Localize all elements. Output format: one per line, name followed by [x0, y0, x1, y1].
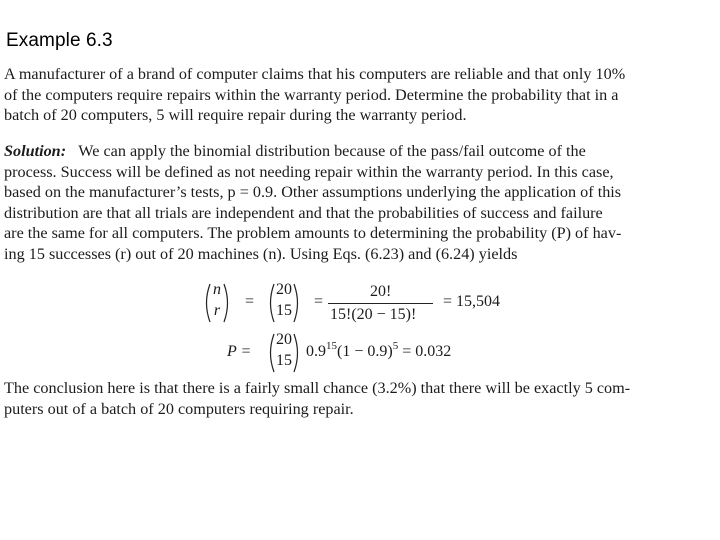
- example-title: Example 6.3: [6, 30, 113, 51]
- binom-top: 20: [276, 281, 292, 298]
- problem-statement: [4, 64, 712, 126]
- equals-sign: =: [245, 293, 255, 310]
- complement-term: (1 − 0.9): [337, 343, 393, 360]
- problem-line: of the computers require repairs within the warranty period. Determine the probability that in a: [4, 85, 619, 104]
- equation-lhs: P =: [227, 343, 252, 360]
- conclusion-line: The conclusion here is that there is a fairly small chance (3.2%) that there will be exactly 5 com-: [4, 379, 631, 397]
- equation-expression: [306, 340, 452, 361]
- binom-top: n: [213, 281, 221, 298]
- equals-sign: =: [314, 293, 324, 310]
- fraction-denominator: 15!(20 − 15)!: [330, 306, 417, 323]
- conclusion-line: puters out of a batch of 20 computers requiring repair.: [4, 399, 354, 418]
- binomial-numeric: [266, 281, 302, 325]
- binom-bottom: 15: [276, 352, 292, 369]
- solution-line: ing 15 successes (r) out of 20 machines (n). Using Eqs. (6.23) and (6.24) yields: [4, 244, 518, 263]
- equation-result: = 0.032: [402, 343, 452, 360]
- solution-label: Solution:: [4, 142, 67, 160]
- exponent: 5: [392, 340, 399, 352]
- binomial-symbolic: [202, 281, 232, 325]
- binomial-numeric: [266, 331, 302, 375]
- solution-text: [4, 141, 712, 265]
- solution-line: [4, 141, 712, 162]
- problem-line: batch of 20 computers, 5 will require repair during the warranty period.: [4, 106, 467, 125]
- fraction-numerator: 20!: [370, 283, 392, 300]
- equation-result: = 15,504: [443, 293, 501, 310]
- problem-line: A manufacturer of a brand of computer claims that his computers are reliable and that only 10%: [4, 65, 626, 83]
- solution-line: are the same for all computers. The problem amounts to determining the probability (P) of hav-: [4, 224, 622, 243]
- base-value: 0.9: [306, 343, 326, 360]
- binom-bottom: r: [213, 302, 221, 319]
- solution-line-text: We can apply the binomial distribution because of the pass/fail outcome of the: [78, 142, 586, 160]
- conclusion-text: [4, 378, 712, 419]
- solution-line: process. Success will be defined as not needing repair within the warranty period. In this case,: [4, 162, 614, 181]
- exponent: 15: [326, 340, 337, 352]
- binom-top: 20: [276, 331, 292, 348]
- solution-line: based on the manufacturer’s tests, p = 0.9. Other assumptions underlying the application of this: [4, 183, 622, 202]
- solution-line: distribution are that all trials are independent and that the probabilities of success and failure: [4, 203, 603, 222]
- binom-bottom: 15: [276, 302, 292, 319]
- fraction-bar: [328, 303, 433, 304]
